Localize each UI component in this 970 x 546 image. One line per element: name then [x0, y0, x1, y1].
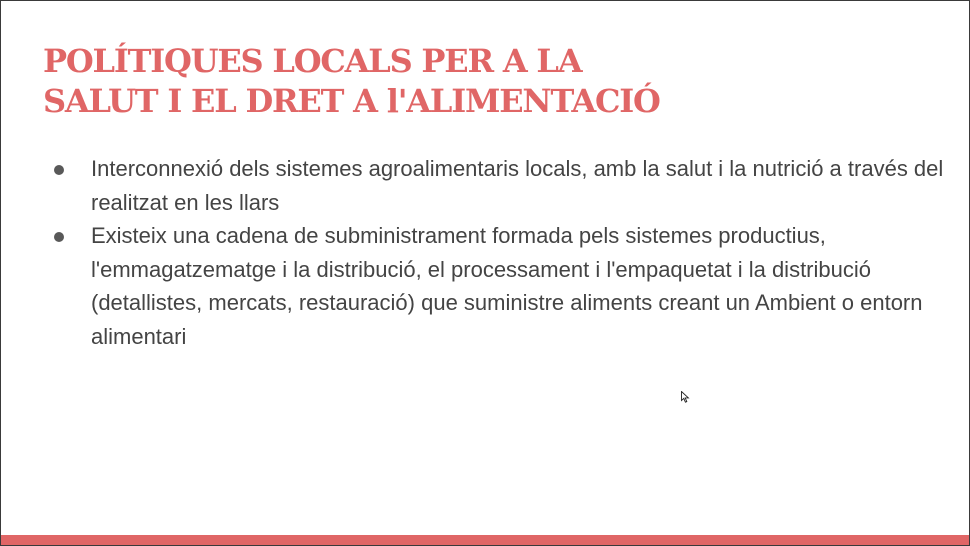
bullet-dot-icon — [54, 165, 64, 175]
bullet-dot-icon — [54, 232, 64, 242]
slide-title-line-2: SALUT I EL DRET A l'ALIMENTACIÓ — [43, 82, 660, 120]
slide-title-line-1: POLÍTIQUES LOCALS PER A LA — [43, 42, 582, 80]
bullet-item — [49, 219, 949, 353]
slide-title — [43, 41, 660, 121]
mouse-cursor-icon — [681, 391, 690, 403]
bullet-list — [49, 152, 949, 353]
bottom-accent-bar — [1, 535, 969, 545]
bullet-item — [49, 152, 949, 219]
bullet-text: Interconnexió dels sistemes agroalimentaris locals, amb la salut i la nutrició a través del realitzat en les llars — [91, 156, 944, 215]
bullet-text: Existeix una cadena de subministrament formada pels sistemes productius, l'emmagatzematge i la distribució, el processament i l'empaquetat i la distribució (detallistes, mercats, restauració) que suministre aliments creant un Ambient o entorn alimentari — [91, 223, 923, 349]
